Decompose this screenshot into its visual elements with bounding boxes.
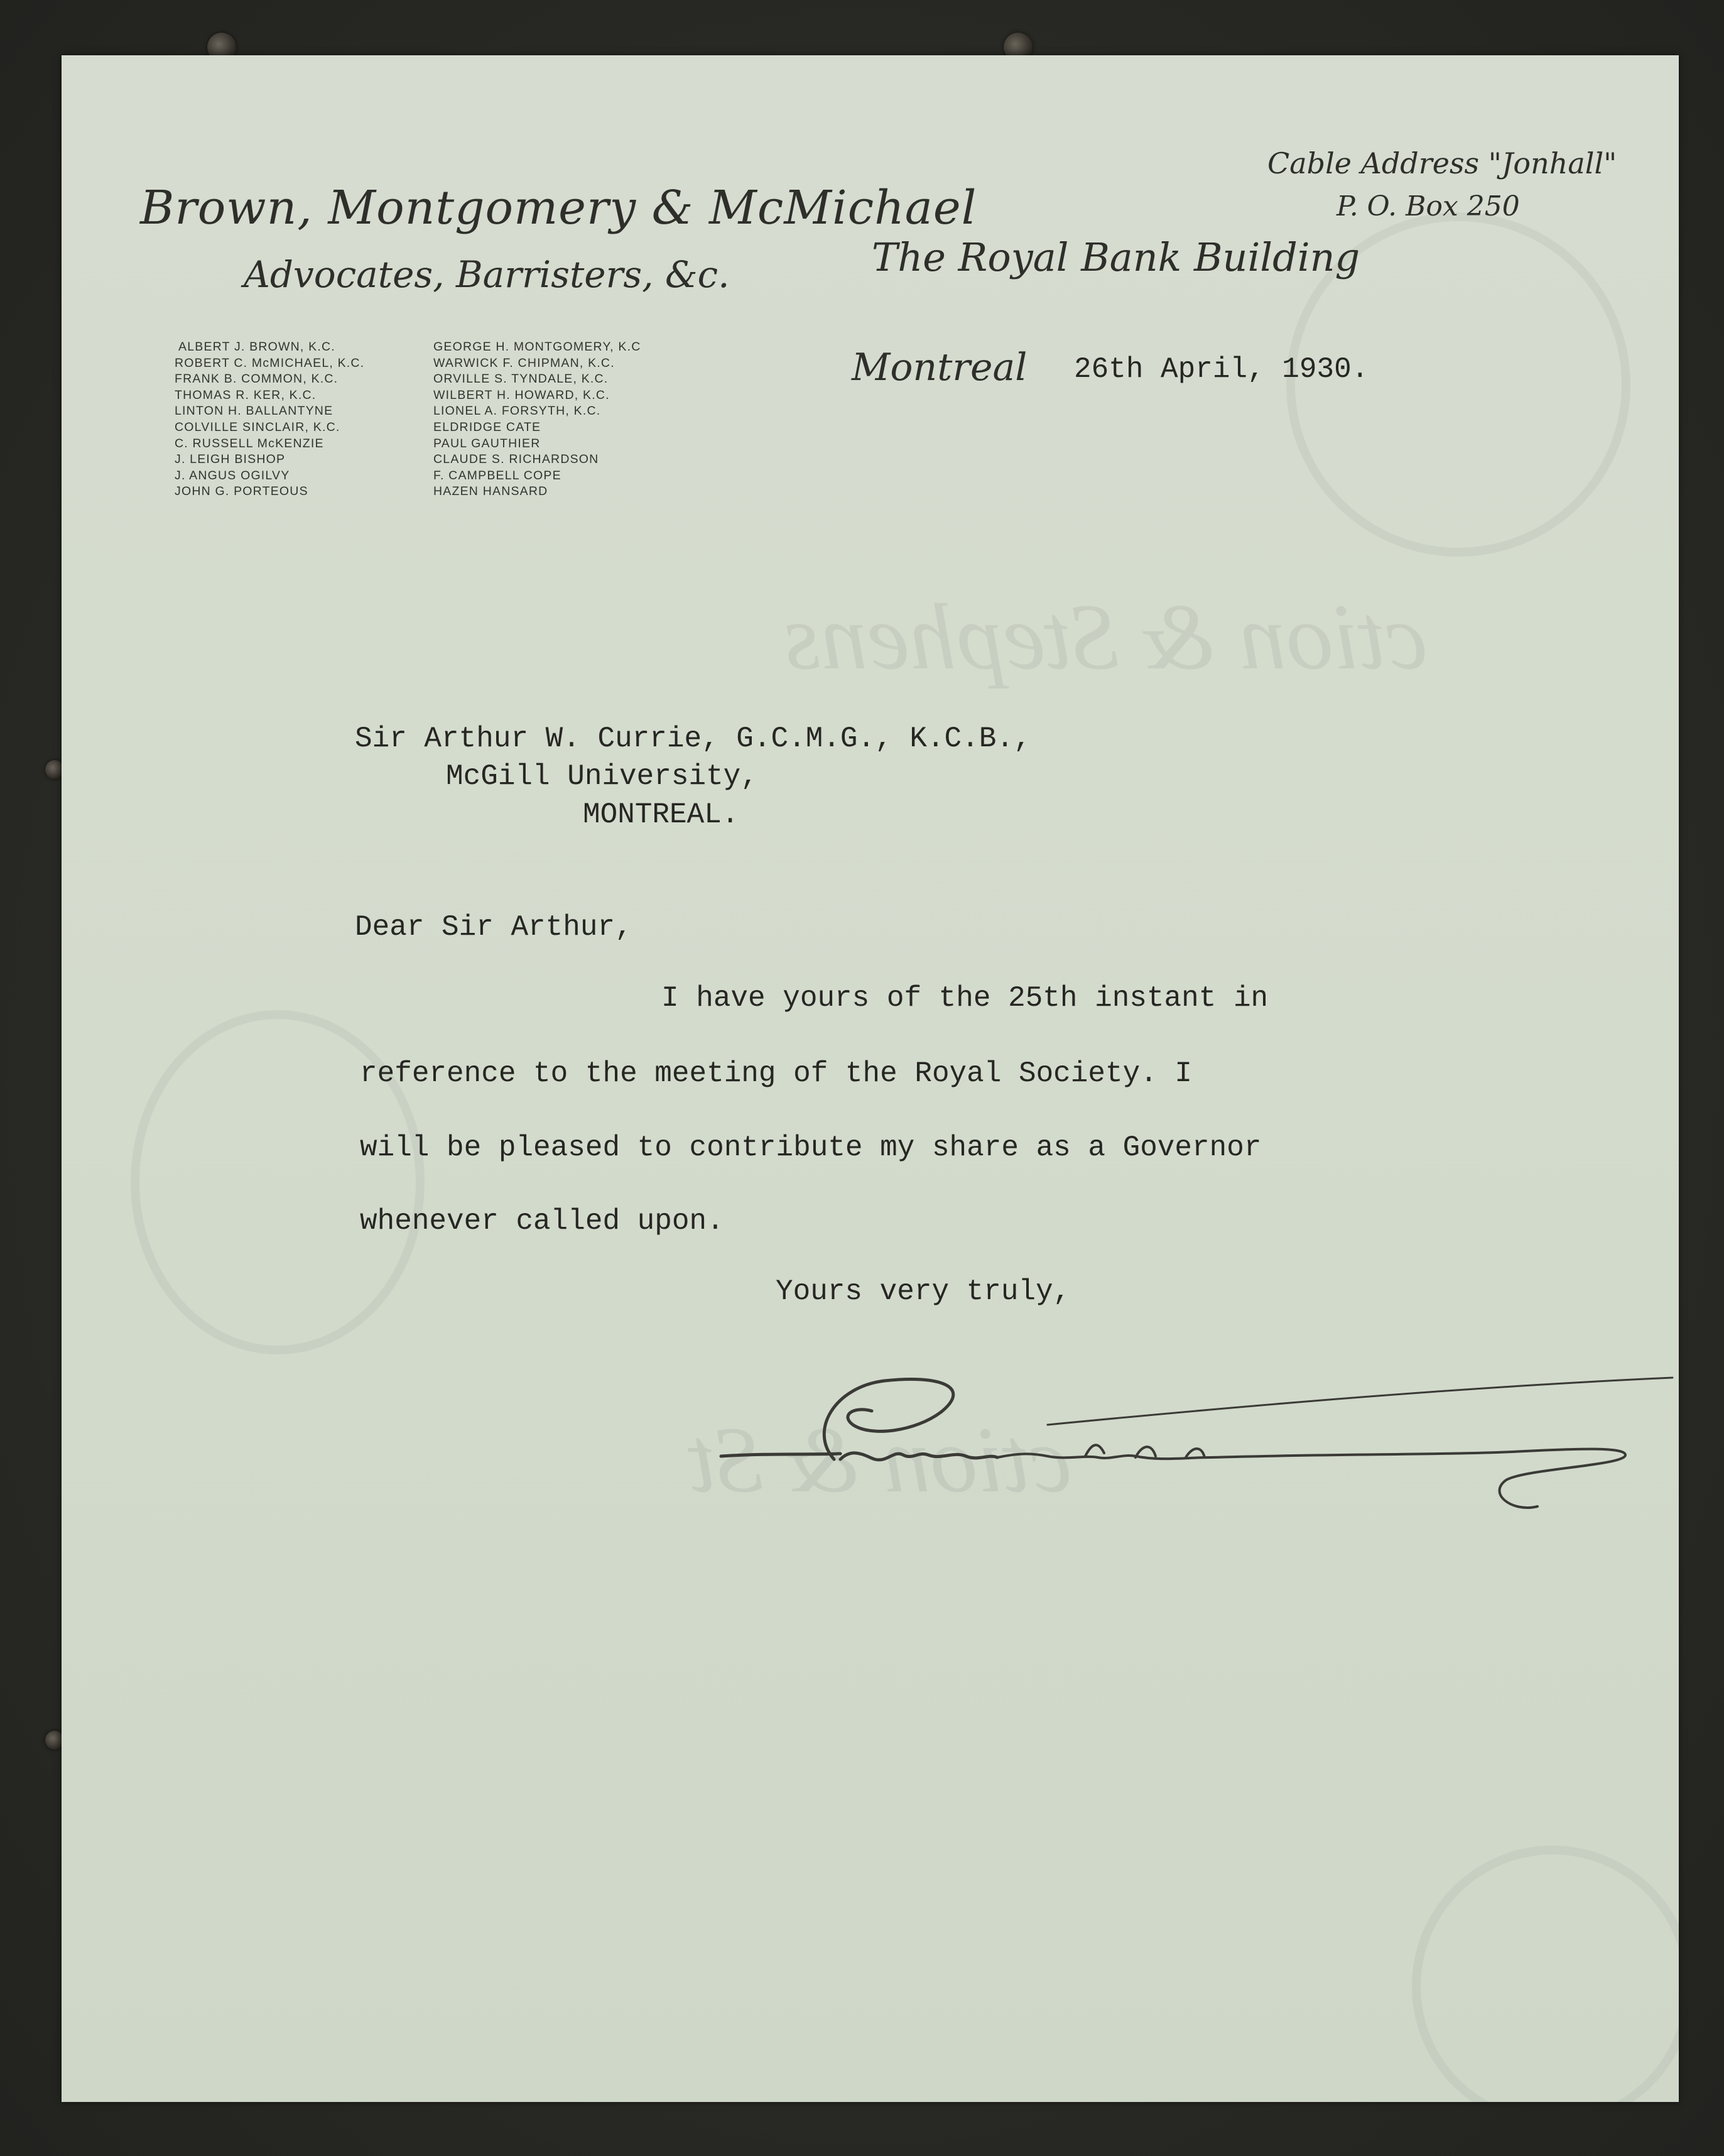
recipient-institution: McGill University,	[446, 760, 758, 793]
partner-name: LIONEL A. FORSYTH, K.C.	[433, 404, 601, 418]
partner-name: C. RUSSELL McKENZIE	[175, 436, 324, 450]
letterhead-city: Montreal	[852, 346, 1027, 389]
firm-name: Brown, Montgomery & McMichael	[140, 181, 977, 235]
body-line: will be pleased to contribute my share as a Governor	[360, 1131, 1262, 1164]
letter-date: 26th April, 1930.	[1074, 353, 1369, 386]
firm-description: Advocates, Barristers, &c.	[244, 253, 730, 296]
partner-name: ORVILLE S. TYNDALE, K.C.	[433, 372, 609, 386]
watermark-seal	[1412, 1846, 1679, 2102]
partner-name: HAZEN HANSARD	[433, 484, 548, 499]
partner-name: ROBERT C. McMICHAEL, K.C.	[175, 356, 365, 370]
salutation: Dear Sir Arthur,	[355, 911, 632, 944]
partner-name: ALBERT J. BROWN, K.C.	[178, 340, 335, 354]
body-line: whenever called upon.	[360, 1205, 724, 1238]
recipient-city: MONTREAL.	[583, 798, 739, 831]
letter-sheet	[62, 55, 1679, 2102]
partner-name: ELDRIDGE CATE	[433, 420, 541, 434]
partner-name: WARWICK F. CHIPMAN, K.C.	[433, 356, 615, 370]
po-box: P. O. Box 250	[1336, 190, 1520, 222]
partner-list-right	[433, 339, 641, 500]
closing: Yours very truly,	[776, 1275, 1071, 1308]
partner-name: PAUL GAUTHIER	[433, 436, 541, 450]
show-through-ghost: ction & St	[690, 1408, 1072, 1512]
building-name: The Royal Bank Building	[872, 234, 1360, 280]
partner-name: LINTON H. BALLANTYNE	[175, 404, 333, 418]
partner-name: FRANK B. COMMON, K.C.	[175, 372, 339, 386]
show-through-ghost: ction & Stephens	[784, 585, 1428, 689]
handwritten-signature	[646, 1312, 1676, 1538]
partner-name: CLAUDE S. RICHARDSON	[433, 452, 599, 467]
partner-name: JOHN G. PORTEOUS	[175, 484, 308, 499]
recipient-name: Sir Arthur W. Currie, G.C.M.G., K.C.B.,	[355, 722, 1031, 755]
body-line: reference to the meeting of the Royal Society. I	[360, 1057, 1193, 1090]
partner-name: THOMAS R. KER, K.C.	[175, 388, 317, 402]
partner-name: WILBERT H. HOWARD, K.C.	[433, 388, 610, 402]
cable-address: Cable Address "Jonhall"	[1267, 146, 1617, 180]
partner-name: J. LEIGH BISHOP	[175, 452, 286, 467]
partner-name: GEORGE H. MONTGOMERY, K.C	[433, 340, 641, 354]
partner-name: COLVILLE SINCLAIR, K.C.	[175, 420, 340, 434]
body-line: I have yours of the 25th instant in	[661, 982, 1269, 1015]
partner-name: F. CAMPBELL COPE	[433, 468, 561, 482]
partner-name: J. ANGUS OGILVY	[175, 468, 290, 482]
partner-list-left	[175, 339, 364, 500]
